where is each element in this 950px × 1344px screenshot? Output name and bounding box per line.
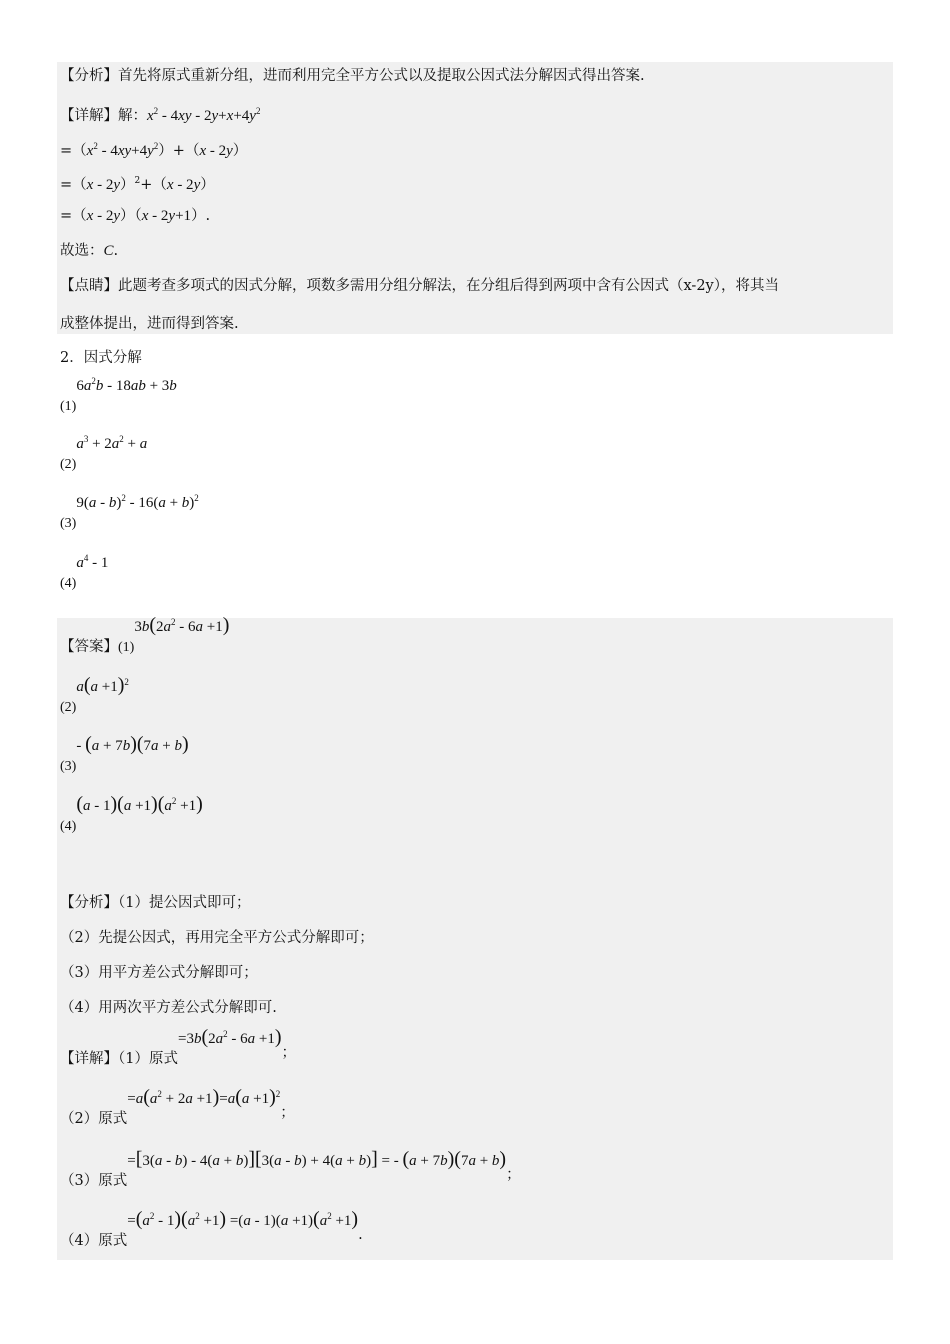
analysis2-line-3: （3）用平方差公式分解即可； (60, 965, 258, 981)
choice-line: 故选：C. (60, 243, 119, 259)
comment-line-2: 成整体提出，进而得到答案. (60, 316, 239, 332)
question-title: 2．因式分解 (60, 350, 142, 366)
step-1: $=(x^2 - 4xy+4y^2)+(x - 2y)$ (60, 141, 248, 159)
step-2: =（x - 2y）$^2$+（x - 2y） (60, 176, 215, 193)
expression: $x^2 - 4xy - 2y+x+4y^2$ (147, 106, 261, 124)
answer-item-4: $(4)(a - 1)(a +1)(a^2 +1)$ (60, 793, 203, 834)
question-item-1: $(1)6a^2b - 18ab + 3b$ (60, 376, 177, 414)
analysis-line: 【分析】首先将原式重新分组，进而利用完全平方公式以及提取公因式法分解因式得出答案. (60, 68, 645, 84)
question-item-4: $(4)a^4 - 1$ (60, 553, 109, 591)
detail2-item-2: （2）原式$=a(a^2 + 2a +1)=a(a +1)^2$； (60, 1086, 295, 1127)
analysis2-line-4: （4）用两次平方差公式分解即可. (60, 1000, 277, 1016)
question-item-2: $(2)a^3 + 2a^2 + a$ (60, 434, 148, 472)
comment-line-1: 【点睛】此题考查多项式的因式分解，项数多需用分组分解法，在分组后得到两项中含有公因式（x-2y），将其当 (60, 278, 779, 294)
answer-item-1: 【答案】$(1)3b(2a^2 - 6a +1)$ (60, 614, 230, 655)
analysis2-line-1: 【分析】（1）提公因式即可； (60, 895, 251, 911)
answer-item-3: (3)- (a + 7b)(7a + b) (60, 733, 189, 774)
detail2-item-4: （4）原式$=(a^2 - 1)(a^2 +1) =(a - 1)(a +1)(a^2 +1)$. (60, 1208, 363, 1249)
question-item-3: $(3)9(a - b)^2 - 16(a + b)^2$ (60, 493, 199, 531)
answer-item-2: $(2)a(a +1)^2$ (60, 674, 129, 715)
analysis2-line-2: （2）先提公因式，再用完全平方公式分解即可； (60, 930, 374, 946)
detail2-item-3: （3）原式=[3(a - b) - 4(a + b)][3(a - b) + 4(a + b)] = - (a + 7b)(7a + b)； (60, 1148, 521, 1189)
step-3: =（x - 2y）（x - 2y+1）. (60, 208, 211, 224)
detail2-item-1: 【详解】（1）原式$=3b(2a^2 - 6a +1)$； (60, 1026, 297, 1067)
detail-line: 【详解】解：$x^2 - 4xy - 2y+x+4y^2$ (60, 106, 261, 124)
